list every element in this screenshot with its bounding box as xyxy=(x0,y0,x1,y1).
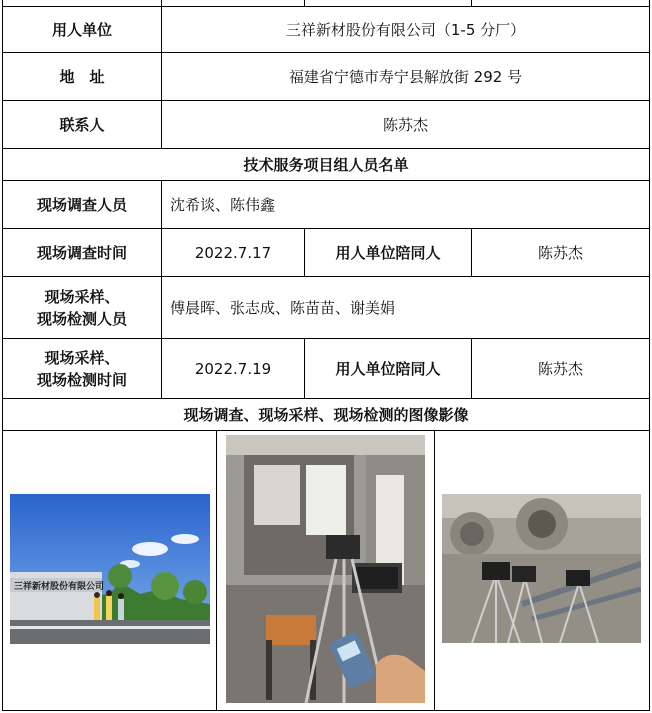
sampling-escort-label: 用人单位陪同人 xyxy=(335,359,441,378)
sampling-escort-value: 陈苏杰 xyxy=(537,359,583,378)
employer-value: 三祥新材股份有限公司（1-5 分厂） xyxy=(285,20,526,39)
sampling-time-value: 2022.7.19 xyxy=(194,359,272,378)
photo-indoor-sampling-equipment xyxy=(226,435,425,703)
contact-label: 联系人 xyxy=(59,115,105,134)
photo-factory-entrance xyxy=(10,494,210,644)
photo-workshop-sampling-equipment xyxy=(442,494,641,643)
survey-escort-label: 用人单位陪同人 xyxy=(335,243,441,262)
employer-label: 用人单位 xyxy=(51,20,112,39)
survey-staff-value: 沈希谈、陈伟鑫 xyxy=(170,195,276,214)
survey-time-value: 2022.7.17 xyxy=(194,243,272,262)
sampling-staff-value: 傅晨晖、张志成、陈苗苗、谢美娟 xyxy=(170,298,396,317)
sampling-staff-label-line2: 现场检测人员 xyxy=(36,309,127,328)
survey-staff-label: 现场调查人员 xyxy=(36,195,127,214)
sampling-staff-label xyxy=(3,277,161,338)
sampling-time-label-line1: 现场采样、 xyxy=(44,348,120,367)
contact-value: 陈苏杰 xyxy=(382,115,428,134)
survey-time-label: 现场调查时间 xyxy=(36,243,127,262)
images-section-title: 现场调查、现场采样、现场检测的图像影像 xyxy=(183,405,469,424)
address-label: 地 址 xyxy=(59,67,105,86)
sampling-time-label-line2: 现场检测时间 xyxy=(36,370,127,389)
sampling-staff-label-line1: 现场采样、 xyxy=(44,287,120,306)
sampling-time-label xyxy=(3,339,161,398)
survey-escort-value: 陈苏杰 xyxy=(537,243,583,262)
address-value: 福建省宁德市寿宁县解放街 292 号 xyxy=(288,67,523,86)
factory-sign-text: 三祥新材股份有限公司 xyxy=(14,582,105,592)
team-section-title: 技术服务项目组人员名单 xyxy=(243,155,409,174)
